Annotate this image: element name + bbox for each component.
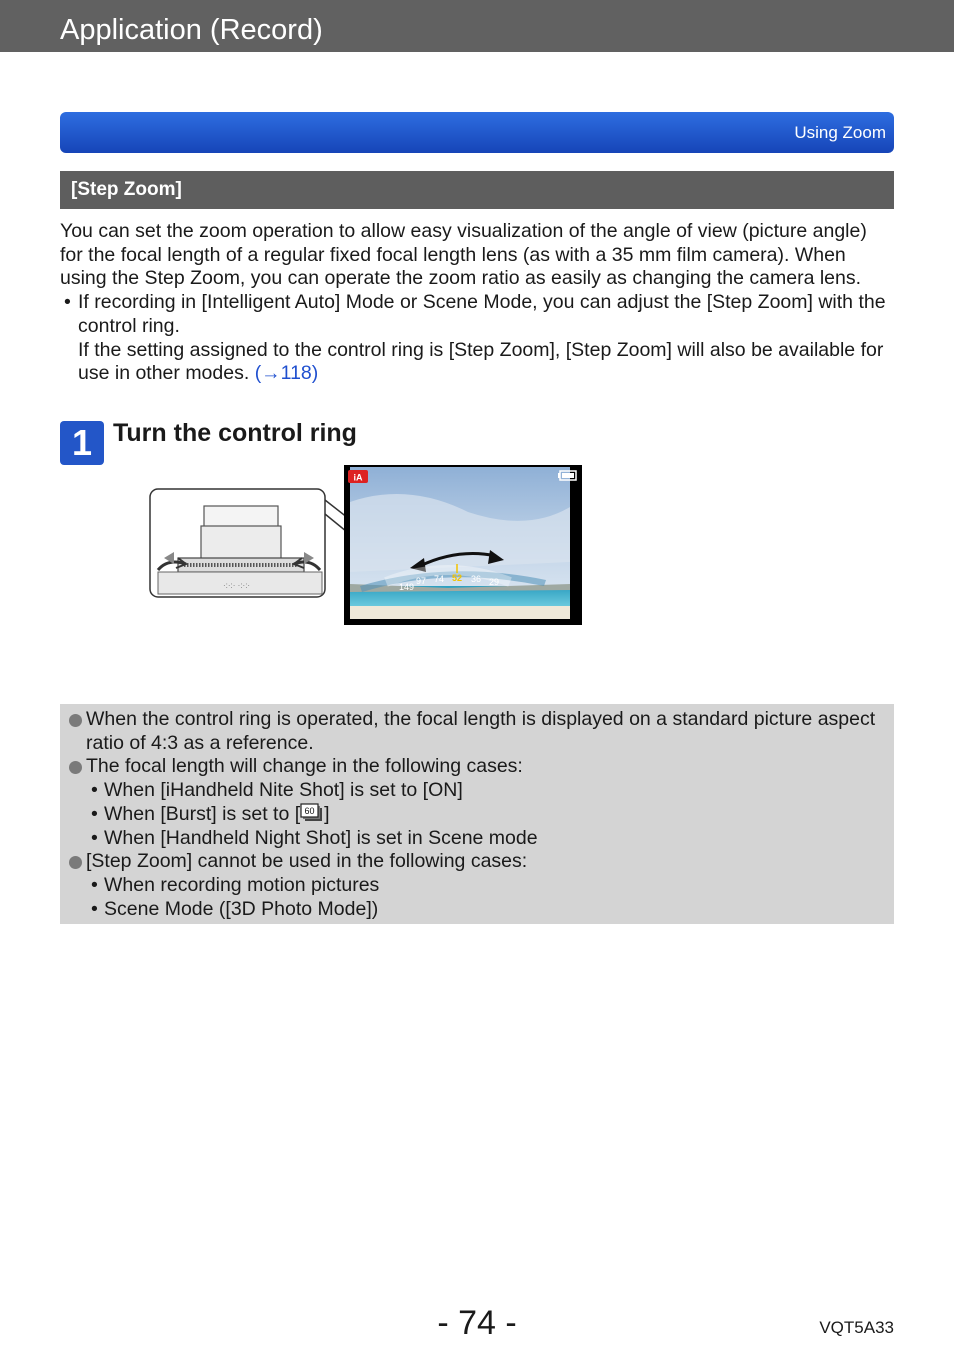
step-number-badge: 1 bbox=[60, 421, 104, 465]
section-label: Using Zoom bbox=[794, 123, 886, 142]
bullet-dot: • bbox=[91, 873, 98, 896]
note-2-sub-2: When [Burst] is set to [ bbox=[104, 802, 301, 825]
note-sub-item bbox=[68, 803, 888, 827]
focal-74: 74 bbox=[434, 574, 445, 584]
note-2: The focal length will change in the following cases: bbox=[86, 755, 523, 778]
intro-bullet-2-wrap bbox=[78, 339, 894, 386]
bullet-circle-icon bbox=[69, 856, 82, 869]
intro-bullet-2: If the setting assigned to the control ring is [Step Zoom], [Step Zoom] will also be available for use in other modes. bbox=[78, 338, 884, 385]
burst-60-icon bbox=[300, 803, 324, 823]
mode-badge-text: iA bbox=[353, 472, 363, 483]
note-sub-item bbox=[68, 827, 888, 851]
subsection-bar bbox=[60, 171, 894, 209]
note-2-sub-2-suffix: ] bbox=[324, 802, 330, 825]
notes-box bbox=[60, 704, 894, 924]
focal-149: 149 bbox=[399, 582, 415, 592]
intro-paragraph: You can set the zoom operation to allow easy visualization of the angle of view (picture angle) for the focal length of a regular fixed focal length lens (as with a 35 mm film camera). When using the Step Zoom, you can operate the zoom ratio as easily as changing the camera lens. bbox=[60, 220, 867, 290]
camera-inset bbox=[150, 489, 325, 597]
page-number: - 74 - bbox=[437, 1304, 517, 1342]
note-item bbox=[68, 708, 888, 755]
note-3: [Step Zoom] cannot be used in the following cases: bbox=[86, 850, 528, 873]
note-2-sub-3: When [Handheld Night Shot] is set in Scene mode bbox=[104, 826, 538, 849]
bullet-dot: • bbox=[91, 897, 98, 920]
page-link[interactable]: (→118) bbox=[254, 362, 319, 385]
subsection-title: [Step Zoom] bbox=[71, 179, 182, 200]
bullet-dot: • bbox=[91, 802, 98, 825]
document-code: VQT5A33 bbox=[819, 1318, 894, 1337]
notes-text bbox=[68, 708, 888, 921]
note-item bbox=[68, 755, 888, 779]
header-title: Application (Record) bbox=[60, 14, 323, 46]
intro-bullet bbox=[60, 291, 894, 386]
focal-29: 29 bbox=[489, 577, 500, 587]
section-bar bbox=[60, 112, 894, 153]
note-sub-item bbox=[68, 874, 888, 898]
step-title: Turn the control ring bbox=[113, 419, 357, 447]
svg-text:·:·:· ·:·:·: ·:·:· ·:·:· bbox=[223, 581, 251, 590]
note-3-sub-1: When recording motion pictures bbox=[104, 873, 380, 896]
focal-36: 36 bbox=[471, 574, 482, 584]
note-3-sub-2: Scene Mode ([3D Photo Mode]) bbox=[104, 897, 379, 920]
focal-97: 97 bbox=[416, 576, 427, 586]
bullet-dot: • bbox=[91, 779, 98, 802]
intro-text bbox=[60, 220, 894, 386]
focal-52: 52 bbox=[452, 573, 463, 583]
bullet-dot: • bbox=[91, 826, 98, 849]
note-sub-item bbox=[68, 898, 888, 922]
burst-icon-label: 60 bbox=[304, 805, 315, 816]
note-1: When the control ring is operated, the focal length is displayed on a standard picture aspect ratio of 4:3 as a reference. bbox=[86, 708, 876, 754]
lcd-screen bbox=[344, 465, 582, 625]
intro-bullet-1: If recording in [Intelligent Auto] Mode or Scene Mode, you can adjust the [Step Zoom] with the control ring. bbox=[78, 291, 886, 337]
note-sub-item bbox=[68, 779, 888, 803]
note-item bbox=[68, 850, 888, 874]
bullet-circle-icon bbox=[69, 761, 82, 774]
control-ring-illustration bbox=[148, 462, 588, 628]
bullet-dot: • bbox=[64, 291, 71, 314]
note-2-sub-1: When [iHandheld Nite Shot] is set to [ON] bbox=[104, 779, 463, 802]
bullet-circle-icon bbox=[69, 714, 82, 727]
header-bar bbox=[0, 0, 954, 52]
